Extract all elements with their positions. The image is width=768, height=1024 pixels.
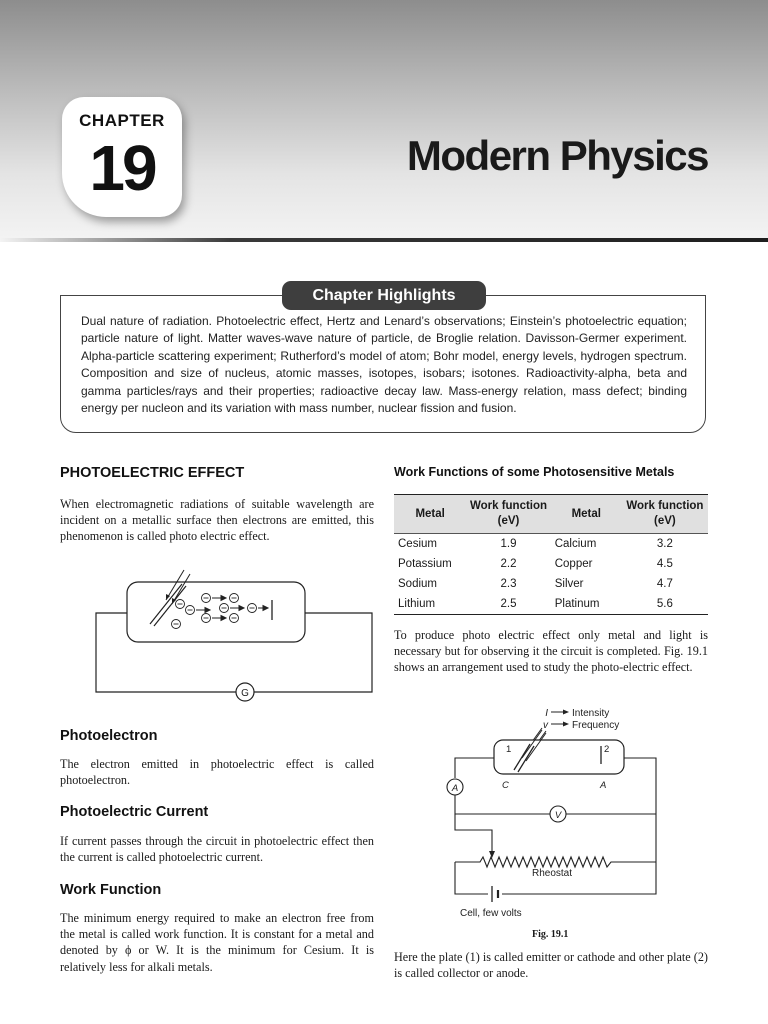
table-header-cell: Work function (eV) [466,495,550,534]
frequency-label: Frequency [572,720,620,731]
table-row [394,574,708,594]
table-cell: Cesium [398,538,437,550]
table-cell: 2.3 [500,578,517,590]
table-cell: 3.2 [656,538,673,550]
chapter-word: CHAPTER [79,111,165,130]
table-cell: 2.2 [500,558,517,570]
voltmeter-label: V [554,810,562,821]
table-header-cell: Metal [551,495,622,534]
work-function-heading: Work Function [60,882,162,898]
cathode-label: C [502,780,509,791]
rheostat-label: Rheostat [531,868,573,879]
cell-label: Cell, few volts [460,908,522,919]
chapter-number: 19 [89,132,155,204]
chapter-title: Modern Physics [406,132,708,179]
ammeter-label: A [451,783,459,794]
work-function-table [394,494,708,615]
intensity-label: Intensity [572,708,610,719]
highlights-label: Chapter Highlights [282,281,486,310]
table-cell: Silver [554,578,584,590]
table-header-cell: Work function (eV) [622,495,708,534]
table-cell: 1.9 [500,538,517,550]
photoelectric-current-heading: Photoelectric Current [60,804,209,820]
table-row [394,554,708,574]
table-cell: 4.5 [656,558,673,570]
figure-caption: Fig. 19.1 [532,929,569,940]
table-cell: Lithium [394,594,466,615]
galvanometer-label: G [241,688,249,699]
photoelectric-apparatus-diagram [430,704,670,926]
plate-1-label: 1 [506,744,512,755]
table-cell: Potassium [398,558,452,570]
table-row [394,594,708,615]
plate-2-label: 2 [604,744,610,755]
anode-label: A [600,780,607,791]
intensity-symbol: I [545,708,548,719]
table-cell: 5.6 [622,594,708,615]
highlights-text: Dual nature of radiation. Photoelectric effect, Hertz and Lenard’s observations; Einstein’s photoelectric equation; particle nature of light. Matter waves-wave nature of particle, de Broglie relation. Davisson-Germer experiment. Alpha-particle scattering experiment; Rutherford’s model of atom; Bohr model, energy levels, hydrogen spectrum. Composition and size of nucleus, atomic masses, isotopes, isobars; isotones. Radioactivity-alpha, beta and gamma particles/rays and their properties; radioactive decay law. Mass-energy relation, mass defect; binding energy per nucleon and its variation with mass number, nuclear fission and fusion. [81,314,687,416]
frequency-symbol: v [543,720,548,731]
photoelectron-heading: Photoelectron [60,728,158,744]
table-cell: Platinum [551,594,622,615]
table-cell: 2.5 [466,594,550,615]
table-header-cell: Metal [394,495,466,534]
table-cell: Copper [554,558,593,570]
table-cell: Sodium [398,578,437,590]
arrangement-text: To produce photo electric effect only metal and light is necessary but for observing it the circuit is completed. Fig. 19.1 shows an arrangement used to study the photo-electric effect. [394,628,708,675]
table-cell: 4.7 [656,578,673,590]
photoelectric-diagram [90,568,380,704]
chapter-badge [62,97,182,217]
plates-text: Here the plate (1) is called emitter or cathode and other plate (2) is called collector or anode. [394,950,708,981]
header-rule [0,238,768,242]
photoelectric-heading: PHOTOELECTRIC EFFECT [60,465,245,481]
table-row [394,534,708,555]
table-title: Work Functions of some Photosensitive Metals [394,465,675,479]
work-function-text: The minimum energy required to make an electron free from the metal is called work function. It is constant for a metal and denoted by ϕ or W. It is the minimum for Cesium. It is relatively less for alkali metals. [60,911,374,974]
table-header-row [394,495,708,534]
photoelectric-text: When electromagnetic radiations of suitable wavelength are incident on a metallic surface then electrons are emitted, this phenomenon is called photo electric effect. [60,497,374,544]
table-cell: Calcium [554,538,597,550]
photoelectron-text: The electron emitted in photoelectric effect is called photoelectron. [60,757,374,788]
photoelectric-current-text: If current passes through the circuit in photoelectric effect then the current is called photoelectric current. [60,834,374,865]
